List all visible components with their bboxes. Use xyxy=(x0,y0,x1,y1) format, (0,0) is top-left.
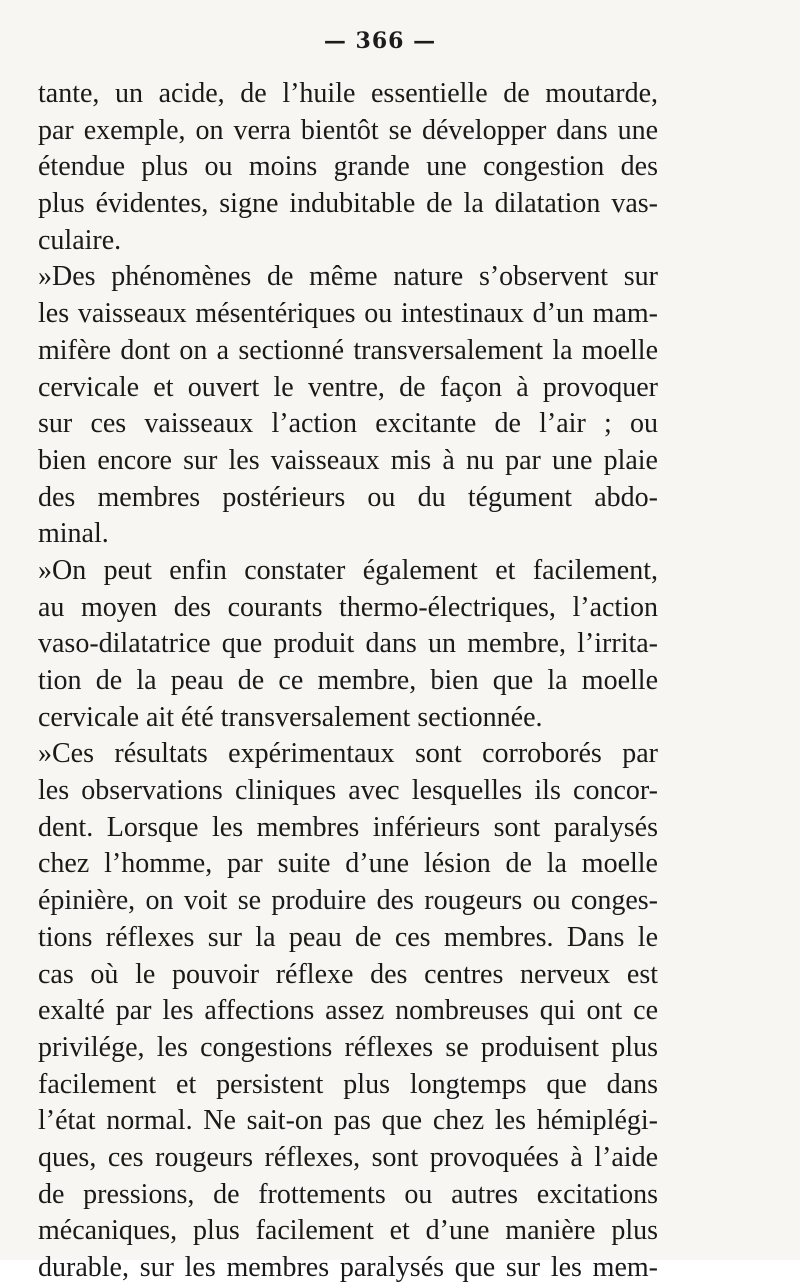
text-line: tions réflexes sur la peau de ces membres. Dans le xyxy=(38,921,658,953)
text-line: minal. xyxy=(38,518,109,550)
text-line: facilement et persistent plus longtemps que dans xyxy=(38,1068,658,1100)
text-line: ques, ces rougeurs réflexes, sont provoquées à l’aide xyxy=(38,1141,658,1173)
text-line: au moyen des courants thermo-électriques, l’action xyxy=(38,591,658,623)
text-line: plus évidentes, signe indubitable de la dilatation vas- xyxy=(38,188,658,220)
text-line: dent. Lorsque les membres inférieurs sont paralysés xyxy=(38,811,658,843)
text-line: cervicale ait été transversalement sectionnée. xyxy=(38,701,543,733)
text-line: »Des phénomènes de même nature s’observent sur xyxy=(38,261,658,293)
text-line: les vaisseaux mésentériques ou intestinaux d’un mam- xyxy=(38,298,658,330)
text-line: exalté par les affections assez nombreuses qui ont ce xyxy=(38,995,658,1027)
text-line: les observations cliniques avec lesquelles ils concor- xyxy=(38,775,658,807)
text-line: par exemple, on verra bientôt se développer dans une xyxy=(38,114,658,146)
text-line: cas où le pouvoir réflexe des centres nerveux est xyxy=(38,958,658,990)
text-line: vaso-dilatatrice que produit dans un membre, l’irrita- xyxy=(38,628,658,660)
text-line: sur ces vaisseaux l’action excitante de l’air ; ou xyxy=(38,408,658,440)
text-line: durable, sur les membres paralysés que sur les mem- xyxy=(38,1252,658,1283)
text-line: mécaniques, plus facilement et d’une manière plus xyxy=(38,1215,658,1247)
text-line: tion de la peau de ce membre, bien que la moelle xyxy=(38,665,658,696)
text-line: »On peut enfin constater également et facilement, xyxy=(38,554,658,586)
text-line: »Ces résultats expérimentaux sont corroborés par xyxy=(38,738,658,770)
body-text xyxy=(38,76,658,1287)
text-line: de pressions, de frottements ou autres excitations xyxy=(38,1178,658,1210)
page-number: — 366 — xyxy=(323,28,437,54)
text-line: tante, un acide, de l’huile essentielle de moutarde, xyxy=(38,78,658,109)
text-line: chez l’homme, par suite d’une lésion de la moelle xyxy=(38,848,658,880)
text-line: bien encore sur les vaisseaux mis à nu par une plaie xyxy=(38,444,658,476)
text-line: étendue plus ou moins grande une congestion des xyxy=(38,151,658,183)
text-line: mifère dont on a sectionné transversalement la moelle xyxy=(38,334,658,366)
text-line: cervicale et ouvert le ventre, de façon à provoquer xyxy=(38,371,658,403)
text-line: culaire. xyxy=(38,224,122,256)
text-line: des membres postérieurs ou du tégument abdo- xyxy=(38,481,658,513)
text-line: épinière, on voit se produire des rougeurs ou conges- xyxy=(38,885,658,917)
text-line: l’état normal. Ne sait-on pas que chez les hémiplégi- xyxy=(38,1105,658,1137)
text-line: privilége, les congestions réflexes se produisent plus xyxy=(38,1031,658,1063)
